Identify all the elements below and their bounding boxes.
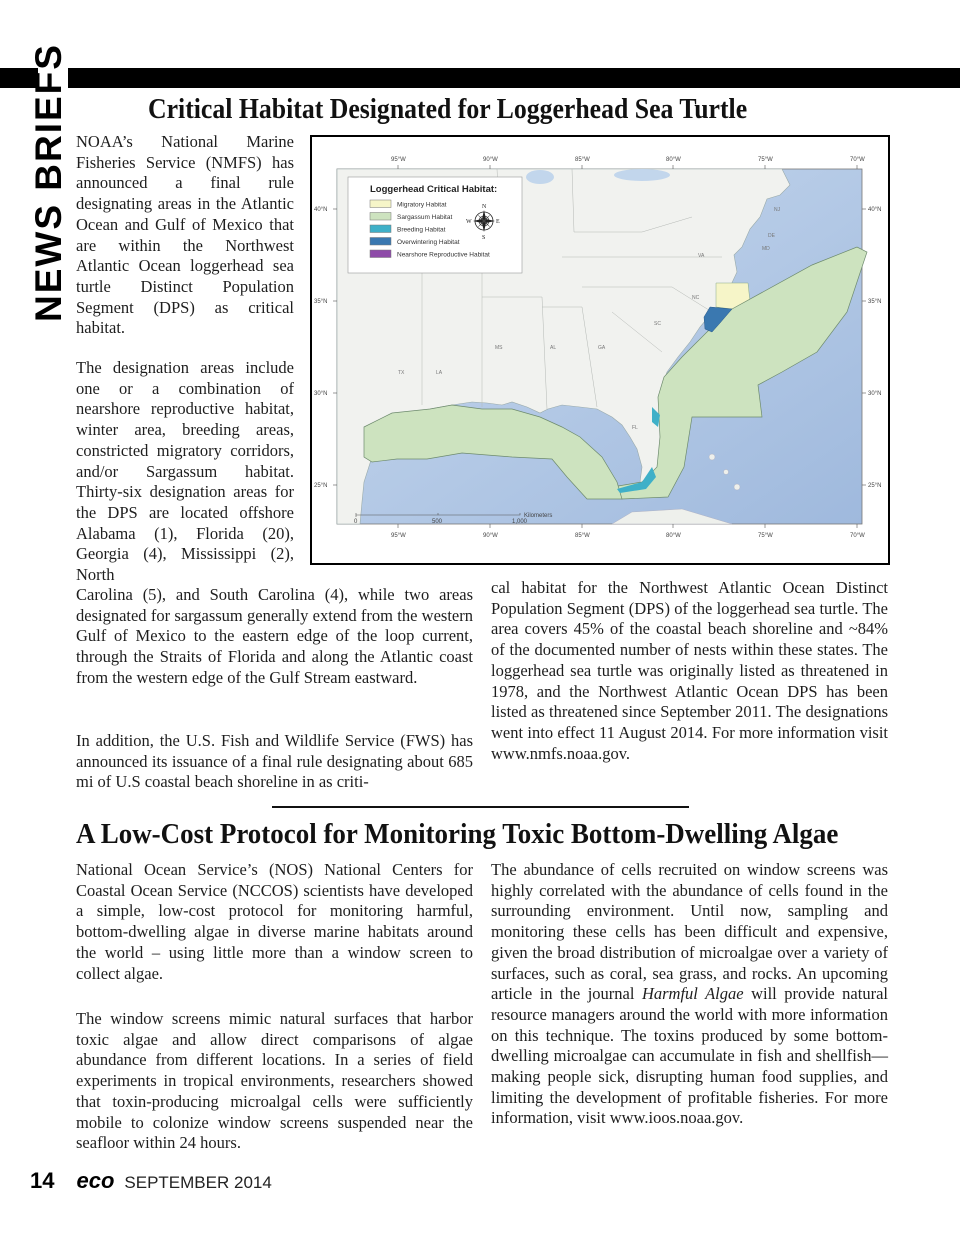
article1-p3-text: Carolina (5), and South Carolina (4), while two areas designated for sargassum generally extend from the western Gulf of Mexico to the eastern edge of the loop current, through the Straits of Florida and along the Atlantic coast from the western edge of the Gulf Stream eastward. <box>76 585 473 687</box>
compass-s: S <box>482 235 486 241</box>
lon-label-95w-top: 95°W <box>391 157 406 163</box>
section-label: NEWS BRIEFS <box>28 43 69 322</box>
lat-label-40n-left: 40°N <box>314 207 328 213</box>
article2-p3-text <box>491 860 888 1129</box>
state-label-nc: NC <box>692 295 700 301</box>
article2-headline: A Low-Cost Protocol for Monitoring Toxic Bottom-Dwelling Algae <box>76 818 839 850</box>
legend-item-label: Breeding Habitat <box>397 226 446 234</box>
article2-p3-after: will provide natural resource managers around the world with more information on this technique. The toxins produced by some bottom-dwelling microalgae can accumulate in fish and shellfish—making people sick, disrupting human food supplies, and limiting the development of profitable fisheries. For more information, visit www.ioos.noaa.gov. <box>491 984 888 1128</box>
lat-label-30n-right: 30°N <box>868 391 882 397</box>
lon-label-80w-top: 80°W <box>666 157 681 163</box>
article2-paragraph-1 <box>76 860 473 984</box>
journal-title: Harmful Algae <box>641 984 744 1004</box>
compass-w: W <box>466 219 472 225</box>
map-legend <box>348 177 522 273</box>
legend-swatch <box>370 250 391 258</box>
lon-label-70w-bottom: 70°W <box>850 533 865 539</box>
lat-label-25n-left: 25°N <box>314 483 328 489</box>
scale-unit: Kilometers <box>524 513 553 519</box>
state-label-nj: NJ <box>774 207 781 213</box>
habitat-map-svg <box>312 137 888 563</box>
legend-swatch <box>370 213 391 221</box>
page-number: 14 <box>30 1168 55 1193</box>
article1-paragraph-3 <box>76 585 473 689</box>
article1-paragraph-4 <box>76 731 473 793</box>
article1-p5-text: cal habitat for the Northwest Atlantic Ocean Distinct Population Segment (DPS) of the loggerhead sea turtle. The area covers 45% of the coastal beach shoreline and ~84% of the documented number of nests within these states. The loggerhead sea turtle was originally listed as threatened in 1978, and the Northwest Atlantic Ocean DPS has been listed as threatened since September 2011. The designations went into effect 11 August 2014. For more information visit www.nmfs.noaa.gov. <box>491 578 888 763</box>
state-label-ms: MS <box>495 345 503 351</box>
scale-tick-0: 0 <box>354 519 358 525</box>
article1-p2-text: The designation areas include one or a combination of nearshore reproductive habitat, winter area, breeding areas, constricted migratory corridors, and/or Sargassum habitat. Thirty-six designation areas for the DPS are located offshore Alabama (1), Florida (20), Georgia (4), Mississippi (2), North <box>76 358 294 585</box>
lake-erie <box>614 169 670 181</box>
compass-e: E <box>496 219 500 225</box>
state-label-al: AL <box>550 345 557 351</box>
lat-label-35n-left: 35°N <box>314 299 328 305</box>
lon-label-90w-bottom: 90°W <box>483 533 498 539</box>
state-label-fl: FL <box>632 425 638 431</box>
longitude-labels-bottom <box>391 533 865 539</box>
state-label-ga: GA <box>598 345 606 351</box>
state-label-tx: TX <box>398 370 405 376</box>
lat-label-30n-left: 30°N <box>314 391 328 397</box>
legend-item-label: Nearshore Reproductive Habitat <box>397 251 490 259</box>
scale-tick-500: 500 <box>432 519 443 525</box>
magazine-logo: eco <box>76 1168 115 1193</box>
habitat-map <box>310 135 890 565</box>
state-label-md: MD <box>762 246 770 252</box>
lon-label-90w-top: 90°W <box>483 157 498 163</box>
lon-label-70w-top: 70°W <box>850 157 865 163</box>
longitude-labels-top <box>391 157 865 163</box>
article2-paragraph-3 <box>491 860 888 1129</box>
lon-label-75w-top: 75°W <box>758 157 773 163</box>
lake-michigan <box>526 170 554 184</box>
article1-paragraph-2 <box>76 358 294 586</box>
lat-label-40n-right: 40°N <box>868 207 882 213</box>
lat-label-25n-right: 25°N <box>868 483 882 489</box>
lat-label-35n-right: 35°N <box>868 299 882 305</box>
state-label-sc: SC <box>654 321 661 327</box>
lon-label-85w-top: 85°W <box>575 157 590 163</box>
compass-n: N <box>482 204 487 210</box>
header-rule <box>0 68 960 88</box>
legend-swatch <box>370 200 391 208</box>
article1-paragraph-1 <box>76 132 294 339</box>
issue-date: SEPTEMBER 2014 <box>124 1173 272 1192</box>
state-label-la: LA <box>436 370 443 376</box>
article1-paragraph-5 <box>491 578 888 764</box>
state-label-va: VA <box>698 253 705 259</box>
legend-item-label: Migratory Habitat <box>397 201 447 209</box>
article2-paragraph-2 <box>76 1009 473 1154</box>
page-footer <box>30 1168 272 1194</box>
scale-tick-1000: 1,000 <box>512 519 528 525</box>
article2-p1-text: National Ocean Service’s (NOS) National Centers for Coastal Ocean Service (NCCOS) scientists have developed a simple, low-cost protocol for monitoring harmful, bottom-dwelling algae in diverse marine habitats around the world – using little more than a window screen to collect algae. <box>76 860 473 983</box>
article1-p4-text: In addition, the U.S. Fish and Wildlife Service (FWS) has announced its issuance of a final rule designating about 685 mi of U.S coastal beach shoreline in as criti- <box>76 731 473 792</box>
latitude-labels-right <box>868 207 881 489</box>
lon-label-85w-bottom: 85°W <box>575 533 590 539</box>
article2-p3-before: The abundance of cells recruited on window screens was highly correlated with the abundance of cells found in the surrounding environment. Until now, sampling and monitoring these cells has been difficult and expensive, given the broad distribution of microalgae over a variety of surfaces, such as coral, sea grass, and rocks. An upcoming article in the journal <box>491 860 888 1004</box>
lon-label-95w-bottom: 95°W <box>391 533 406 539</box>
legend-item-label: Overwintering Habitat <box>397 239 460 246</box>
lon-label-75w-bottom: 75°W <box>758 533 773 539</box>
article1-p1-text: NOAA’s National Marine Fisheries Service (NMFS) has announced a final rule designating areas in the Atlantic Ocean and Gulf of Mexico that are within the Northwest Atlantic Ocean loggerhead sea turtle Distinct Population Segment (DPS) as critical habitat. <box>76 132 294 338</box>
legend-swatch <box>370 238 391 246</box>
article-divider <box>272 806 689 808</box>
latitude-labels-left <box>314 207 327 489</box>
article1-headline: Critical Habitat Designated for Loggerhead Sea Turtle <box>148 94 748 125</box>
lon-label-80w-bottom: 80°W <box>666 533 681 539</box>
legend-item-label: Sargassum Habitat <box>397 214 453 221</box>
legend-swatch <box>370 225 391 233</box>
legend-title: Loggerhead Critical Habitat: <box>370 184 498 195</box>
article2-p2-text: The window screens mimic natural surfaces that harbor toxic algae and allow direct comparisons of algae abundance from different locations. In a series of field experiments in tropical environments, researchers showed that toxin-producing microalgal cells were sufficiently mobile to colonize window screens suspended near the seafloor within 24 hours. <box>76 1009 473 1153</box>
state-label-de: DE <box>768 233 775 239</box>
